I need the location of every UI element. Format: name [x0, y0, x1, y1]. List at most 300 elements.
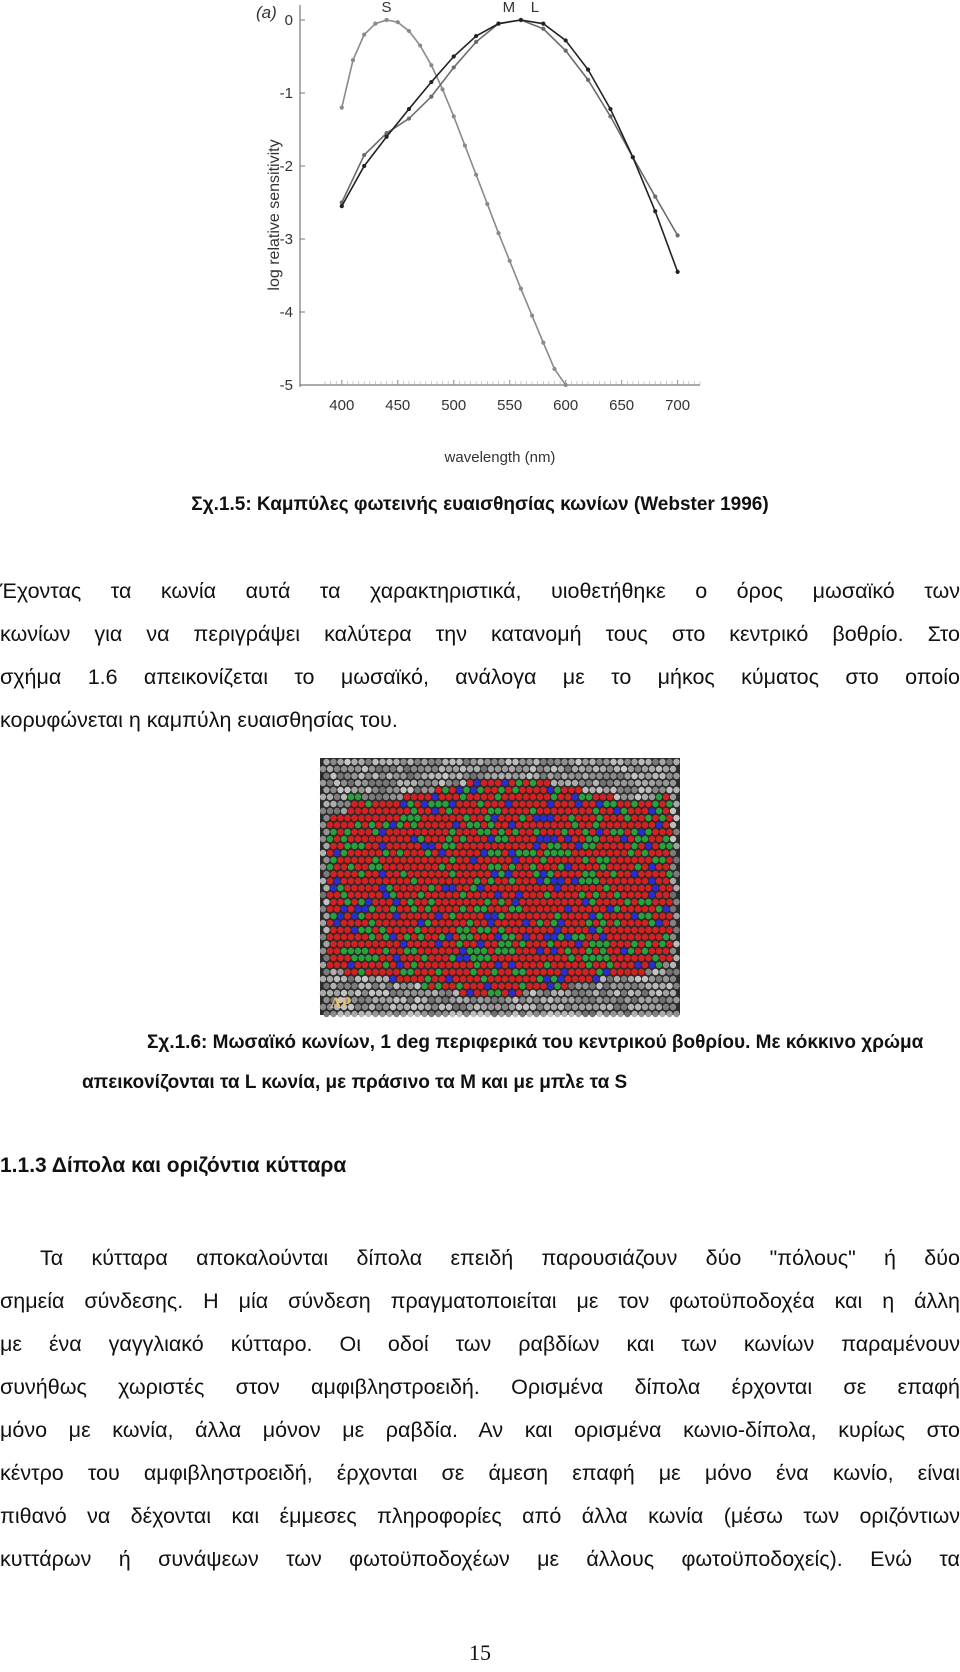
- data-point-S: [418, 43, 422, 47]
- background-cell: [670, 1004, 676, 1010]
- cone-cell: [572, 836, 578, 842]
- background-cell: [561, 773, 567, 779]
- background-cell: [631, 997, 637, 1003]
- cone-cell: [656, 934, 662, 940]
- cone-cell: [498, 913, 504, 919]
- cone-cell: [659, 955, 665, 961]
- background-cell: [474, 1004, 480, 1010]
- cone-cell: [547, 815, 553, 821]
- background-cell: [488, 766, 494, 772]
- cone-cell: [421, 969, 427, 975]
- background-cell: [498, 759, 504, 765]
- cone-cell: [484, 871, 490, 877]
- cone-cell: [575, 913, 581, 919]
- cone-cell: [624, 815, 630, 821]
- cone-cell: [365, 941, 371, 947]
- cone-cell: [635, 892, 641, 898]
- cone-cell: [453, 850, 459, 856]
- cone-cell: [365, 801, 371, 807]
- background-cell: [533, 997, 539, 1003]
- cone-cell: [547, 927, 553, 933]
- cone-cell: [642, 808, 648, 814]
- background-cell: [376, 766, 382, 772]
- background-cell: [673, 829, 679, 835]
- background-cell: [663, 990, 669, 996]
- cone-cell: [418, 934, 424, 940]
- cone-cell: [404, 892, 410, 898]
- cone-cell: [663, 850, 669, 856]
- background-cell: [372, 997, 378, 1003]
- cone-cell: [502, 822, 508, 828]
- background-cell: [484, 1011, 490, 1017]
- background-cell: [572, 780, 578, 786]
- cone-cell: [351, 815, 357, 821]
- background-cell: [666, 787, 672, 793]
- cone-cell: [631, 913, 637, 919]
- background-cell: [439, 780, 445, 786]
- cone-cell: [589, 885, 595, 891]
- cone-cell: [649, 822, 655, 828]
- cone-cell: [428, 857, 434, 863]
- cone-cell: [551, 878, 557, 884]
- x-tick-label: 550: [497, 397, 523, 414]
- cone-cell: [418, 808, 424, 814]
- cone-cell: [561, 913, 567, 919]
- cone-cell: [666, 801, 672, 807]
- background-cell: [369, 976, 375, 982]
- cone-cell: [477, 815, 483, 821]
- cone-cell: [540, 955, 546, 961]
- cone-cell: [477, 983, 483, 989]
- data-point-S: [440, 87, 444, 91]
- cone-cell: [586, 836, 592, 842]
- background-cell: [614, 1004, 620, 1010]
- cone-cell: [330, 843, 336, 849]
- cone-cell: [446, 822, 452, 828]
- cone-cell: [554, 829, 560, 835]
- cone-cell: [348, 836, 354, 842]
- data-point-S: [452, 114, 456, 118]
- background-cell: [407, 773, 413, 779]
- background-cell: [477, 759, 483, 765]
- background-cell: [390, 766, 396, 772]
- cone-cell: [565, 878, 571, 884]
- background-cell: [320, 822, 326, 828]
- background-cell: [670, 962, 676, 968]
- cone-cell: [488, 780, 494, 786]
- background-cell: [649, 766, 655, 772]
- cone-cell: [491, 899, 497, 905]
- cone-cell: [600, 864, 606, 870]
- cone-cell: [666, 871, 672, 877]
- cone-cell: [467, 836, 473, 842]
- mosaic-label: AP: [330, 995, 352, 1012]
- cone-cell: [425, 864, 431, 870]
- background-cell: [463, 997, 469, 1003]
- background-cell: [428, 759, 434, 765]
- cone-cell: [460, 892, 466, 898]
- cone-cell: [327, 962, 333, 968]
- cone-cell: [512, 843, 518, 849]
- background-cell: [558, 766, 564, 772]
- cone-cell: [663, 878, 669, 884]
- cone-cell: [600, 920, 606, 926]
- cone-cell: [386, 955, 392, 961]
- background-cell: [607, 990, 613, 996]
- cone-cell: [411, 850, 417, 856]
- cone-cell: [582, 913, 588, 919]
- background-cell: [638, 773, 644, 779]
- cone-cell: [397, 892, 403, 898]
- cone-cell: [614, 906, 620, 912]
- background-cell: [593, 1004, 599, 1010]
- cone-cell: [572, 934, 578, 940]
- background-cell: [323, 871, 329, 877]
- cone-cell: [607, 962, 613, 968]
- background-cell: [582, 983, 588, 989]
- background-cell: [589, 773, 595, 779]
- cone-cell: [519, 815, 525, 821]
- cone-cell: [582, 871, 588, 877]
- data-point-L: [541, 22, 545, 26]
- background-cell: [449, 759, 455, 765]
- cone-cell: [400, 955, 406, 961]
- cone-cell: [421, 829, 427, 835]
- cone-cell: [558, 934, 564, 940]
- background-cell: [320, 934, 326, 940]
- background-cell: [579, 990, 585, 996]
- background-cell: [572, 990, 578, 996]
- cone-cell: [600, 948, 606, 954]
- cone-cell: [365, 829, 371, 835]
- background-cell: [376, 976, 382, 982]
- background-cell: [649, 976, 655, 982]
- cone-cell: [456, 829, 462, 835]
- cone-cell: [435, 941, 441, 947]
- cone-cell: [477, 927, 483, 933]
- cone-cell: [652, 871, 658, 877]
- cone-cell: [491, 829, 497, 835]
- cone-cell: [365, 885, 371, 891]
- cone-cell: [390, 948, 396, 954]
- background-cell: [638, 787, 644, 793]
- cone-cell: [551, 850, 557, 856]
- background-cell: [502, 766, 508, 772]
- cone-cell: [393, 927, 399, 933]
- background-cell: [526, 997, 532, 1003]
- cone-cell: [624, 843, 630, 849]
- cone-cell: [589, 955, 595, 961]
- background-cell: [568, 983, 574, 989]
- cone-cell: [589, 871, 595, 877]
- cone-cell: [418, 948, 424, 954]
- cone-cell: [400, 871, 406, 877]
- background-cell: [673, 787, 679, 793]
- background-cell: [320, 892, 326, 898]
- cone-cell: [477, 857, 483, 863]
- cone-cell: [561, 955, 567, 961]
- cone-cell: [407, 955, 413, 961]
- cone-cell: [509, 836, 515, 842]
- background-cell: [320, 906, 326, 912]
- data-point-L: [564, 38, 568, 42]
- cone-cell: [362, 850, 368, 856]
- cone-cell: [474, 934, 480, 940]
- cone-cell: [358, 885, 364, 891]
- cone-cell: [645, 927, 651, 933]
- cone-cell: [460, 864, 466, 870]
- background-cell: [635, 780, 641, 786]
- cone-cell: [421, 983, 427, 989]
- cone-cell: [358, 871, 364, 877]
- cone-cell: [512, 885, 518, 891]
- cone-cell: [446, 864, 452, 870]
- cone-cell: [565, 864, 571, 870]
- cone-cell: [435, 871, 441, 877]
- cone-cell: [537, 892, 543, 898]
- cone-cell: [537, 780, 543, 786]
- cone-cell: [603, 829, 609, 835]
- background-cell: [428, 1011, 434, 1017]
- cone-cell: [502, 878, 508, 884]
- background-cell: [407, 787, 413, 793]
- cone-cell: [484, 857, 490, 863]
- background-cell: [642, 780, 648, 786]
- background-cell: [505, 773, 511, 779]
- background-cell: [670, 766, 676, 772]
- cone-cell: [568, 899, 574, 905]
- cone-cell: [568, 927, 574, 933]
- cone-cell: [449, 899, 455, 905]
- cone-cell: [383, 850, 389, 856]
- cone-cell: [337, 955, 343, 961]
- background-cell: [642, 990, 648, 996]
- cone-cell: [509, 906, 515, 912]
- cone-cell: [502, 864, 508, 870]
- background-cell: [341, 780, 347, 786]
- cone-cell: [428, 955, 434, 961]
- cone-cell: [589, 829, 595, 835]
- cone-cell: [386, 969, 392, 975]
- background-cell: [327, 976, 333, 982]
- cone-cell: [355, 892, 361, 898]
- cone-cell: [547, 913, 553, 919]
- cone-cell: [477, 941, 483, 947]
- cone-cell: [407, 829, 413, 835]
- cone-cell: [386, 871, 392, 877]
- background-cell: [463, 759, 469, 765]
- cone-cell: [505, 899, 511, 905]
- background-cell: [323, 773, 329, 779]
- cone-cell: [589, 969, 595, 975]
- cone-cell: [418, 892, 424, 898]
- background-cell: [575, 773, 581, 779]
- background-cell: [334, 766, 340, 772]
- cone-cell: [645, 941, 651, 947]
- cone-cell: [414, 913, 420, 919]
- background-cell: [540, 773, 546, 779]
- background-cell: [624, 983, 630, 989]
- cone-cell: [558, 976, 564, 982]
- cone-cell: [383, 962, 389, 968]
- background-cell: [491, 773, 497, 779]
- background-cell: [320, 878, 326, 884]
- background-cell: [526, 1011, 532, 1017]
- background-cell: [673, 1011, 679, 1017]
- cone-cell: [621, 934, 627, 940]
- background-cell: [645, 969, 651, 975]
- background-cell: [561, 1011, 567, 1017]
- background-cell: [323, 787, 329, 793]
- cone-cell: [582, 941, 588, 947]
- cone-cell: [509, 920, 515, 926]
- cone-cell: [649, 836, 655, 842]
- cone-cell: [470, 941, 476, 947]
- background-cell: [358, 997, 364, 1003]
- background-cell: [624, 997, 630, 1003]
- background-cell: [670, 906, 676, 912]
- cone-cell: [411, 892, 417, 898]
- background-cell: [495, 766, 501, 772]
- cone-cell: [530, 920, 536, 926]
- cone-cell: [327, 864, 333, 870]
- cone-cell: [645, 913, 651, 919]
- cone-cell: [631, 871, 637, 877]
- cone-cell: [446, 962, 452, 968]
- background-cell: [673, 843, 679, 849]
- cone-cell: [400, 815, 406, 821]
- cone-cell: [407, 815, 413, 821]
- background-cell: [393, 787, 399, 793]
- cone-cell: [516, 948, 522, 954]
- cone-cell: [337, 885, 343, 891]
- background-cell: [344, 787, 350, 793]
- cone-cell: [547, 857, 553, 863]
- cone-cell: [334, 906, 340, 912]
- background-cell: [568, 1011, 574, 1017]
- cone-cell: [456, 941, 462, 947]
- cone-cell: [446, 906, 452, 912]
- cone-cell: [666, 941, 672, 947]
- background-cell: [484, 759, 490, 765]
- background-cell: [379, 997, 385, 1003]
- background-cell: [617, 787, 623, 793]
- background-cell: [323, 759, 329, 765]
- cone-cell: [519, 857, 525, 863]
- cone-cell: [460, 836, 466, 842]
- cone-cell: [565, 836, 571, 842]
- cone-cell: [481, 920, 487, 926]
- background-cell: [323, 857, 329, 863]
- cone-cell: [512, 899, 518, 905]
- cone-cell: [530, 836, 536, 842]
- background-cell: [540, 1011, 546, 1017]
- cone-cell: [565, 962, 571, 968]
- cone-cell: [666, 899, 672, 905]
- cone-cell: [491, 857, 497, 863]
- background-cell: [673, 773, 679, 779]
- cone-cell: [484, 941, 490, 947]
- data-point-S: [496, 231, 500, 235]
- cone-cell: [649, 878, 655, 884]
- background-cell: [589, 759, 595, 765]
- cone-cell: [544, 948, 550, 954]
- cone-cell: [491, 927, 497, 933]
- background-cell: [565, 766, 571, 772]
- cone-cell: [358, 857, 364, 863]
- cone-cell: [523, 878, 529, 884]
- background-cell: [582, 759, 588, 765]
- background-cell: [670, 808, 676, 814]
- cone-cell: [477, 829, 483, 835]
- background-cell: [540, 759, 546, 765]
- cone-cell: [610, 955, 616, 961]
- background-cell: [418, 1004, 424, 1010]
- cone-cell: [376, 822, 382, 828]
- cone-cell: [610, 857, 616, 863]
- background-cell: [390, 1004, 396, 1010]
- background-cell: [411, 780, 417, 786]
- background-cell: [358, 759, 364, 765]
- cone-cell: [607, 948, 613, 954]
- cone-cell: [372, 857, 378, 863]
- background-cell: [607, 766, 613, 772]
- cone-cell: [411, 976, 417, 982]
- cone-cell: [596, 857, 602, 863]
- background-cell: [663, 976, 669, 982]
- cone-cell: [586, 934, 592, 940]
- background-cell: [369, 794, 375, 800]
- background-cell: [652, 773, 658, 779]
- cone-cell: [488, 836, 494, 842]
- cone-cell: [365, 927, 371, 933]
- background-cell: [439, 1004, 445, 1010]
- background-cell: [446, 990, 452, 996]
- cone-cell: [449, 787, 455, 793]
- cone-cell: [390, 808, 396, 814]
- cone-cell: [614, 822, 620, 828]
- background-cell: [621, 1004, 627, 1010]
- cone-cell: [383, 892, 389, 898]
- background-cell: [600, 766, 606, 772]
- cone-cell: [505, 829, 511, 835]
- data-point-L: [452, 54, 456, 58]
- cone-cell: [652, 829, 658, 835]
- background-cell: [397, 766, 403, 772]
- cone-cell: [400, 969, 406, 975]
- background-cell: [428, 773, 434, 779]
- cone-cell: [596, 843, 602, 849]
- cone-cell: [596, 829, 602, 835]
- cone-cell: [565, 976, 571, 982]
- cone-cell: [474, 892, 480, 898]
- cone-cell: [498, 801, 504, 807]
- cone-cell: [351, 843, 357, 849]
- background-cell: [432, 780, 438, 786]
- cone-cell: [652, 955, 658, 961]
- background-cell: [463, 1011, 469, 1017]
- cone-cell: [645, 857, 651, 863]
- background-cell: [589, 787, 595, 793]
- cone-cell: [579, 948, 585, 954]
- cone-cell: [456, 969, 462, 975]
- background-cell: [670, 948, 676, 954]
- cone-cell: [635, 962, 641, 968]
- cone-cell: [645, 815, 651, 821]
- background-cell: [526, 759, 532, 765]
- cone-cell: [453, 892, 459, 898]
- cone-cell: [404, 878, 410, 884]
